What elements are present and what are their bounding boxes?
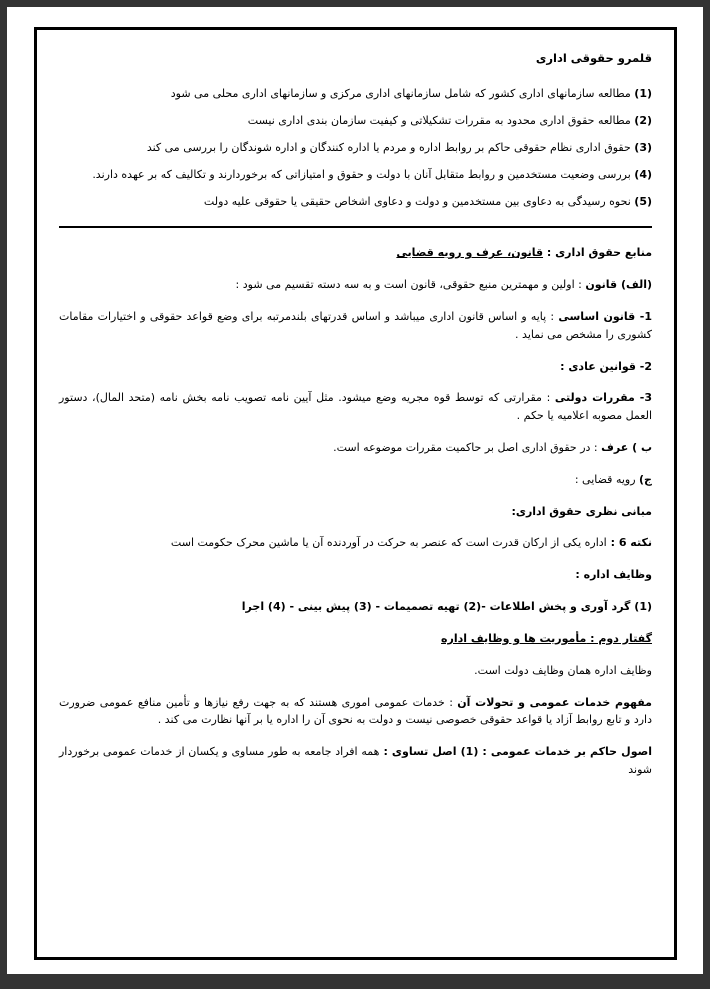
source-item-1-label: 1- قانون اساسی	[558, 309, 653, 323]
document-frame	[34, 27, 677, 960]
public-services-principles-text: همه افراد جامعه به طور مساوی و یکسان از خدمات عمومی برخوردار شوند	[59, 745, 652, 776]
source-item-2-label: 2- قوانین عادی :	[560, 359, 652, 373]
source-item-3-sep: :	[541, 391, 555, 405]
public-services-concept-sep: :	[444, 695, 458, 709]
list-item-text: حقوق اداری نظام حقوقی حاکم بر روابط اداره و مردم یا اداره کنندگان و اداره شوندگان را بررسی می کند	[146, 140, 631, 154]
page-title: قلمرو حقوقی اداری	[535, 51, 652, 65]
public-services-concept-label: مفهوم خدمات عمومی و تحولات آن	[457, 695, 652, 709]
source-item-3	[59, 389, 652, 425]
source-item-3-text: مقرارتی که توسط قوه مجریه وضع میشود. مثل آیین نامه تصویب نامه بخش نامه (متحد المال)، دستور العمل مصوبه اعلامیه یا حکم .	[59, 391, 652, 423]
list-item	[59, 112, 652, 130]
list-item	[59, 193, 652, 211]
list-item	[59, 166, 652, 184]
source-alef-text: اولین و مهمترین منبع حقوقی، قانون است و به سه دسته تقسیم می شود :	[235, 278, 575, 292]
paper-page	[7, 7, 703, 974]
list-item	[59, 139, 652, 157]
theory-heading: مبانی نظری حقوق اداری:	[511, 504, 652, 518]
public-services-principles-first: (1) اصل تساوی :	[379, 745, 479, 759]
source-be-label: ب ) عرف	[601, 441, 652, 454]
source-jim	[59, 471, 652, 489]
list-item-text: نحوه رسیدگی به دعاوی بین مستخدمین و دولت و دعاوی اشخاص حقیقی یا حقوقی علیه دولت	[203, 194, 631, 208]
theory-note-label: نکته 6 :	[606, 536, 652, 550]
source-jim-text: رویه قضایی :	[574, 472, 640, 486]
list-item-number: (3)	[634, 140, 652, 154]
sources-heading	[59, 244, 652, 262]
duties-items-line: (1) گرد آوری و پخش اطلاعات -(2) تهیه تصمیمات - (3) پیش بینی - (4) اجرا	[241, 600, 652, 614]
section-divider	[59, 226, 652, 228]
list-item-text: مطالعه سازمانهای اداری کشور که شامل سازمانهای اداری مرکزی و سازمانهای اداری محلی می شود	[170, 87, 631, 101]
source-item-3-label: 3- مقررات دولتی	[554, 391, 653, 405]
source-item-1-sep: :	[546, 309, 559, 323]
section-two-heading	[59, 630, 652, 648]
source-alef	[59, 276, 652, 294]
list-item-number: (4)	[634, 167, 652, 181]
list-item-number: (2)	[634, 114, 652, 128]
source-alef-sep: :	[574, 278, 586, 292]
public-services-concept-text: خدمات عمومی اموری هستند که به جهت رفع نیازها و تأمین منافع عمومی ضرورت دارد و تابع روابط آزاد یا قواعد حقوقی خصوصی نیست و دولت به نحوی آن را اداره یا بر آنها نظارت می کند .	[59, 695, 652, 727]
source-be-sep: :	[590, 441, 602, 454]
sources-heading-lead: منابع حقوق اداری :	[543, 246, 652, 260]
list-item-text: مطالعه حقوق اداری محدود به مقررات تشکیلاتی و کیفیت سازمان بندی اداری نیست	[247, 114, 631, 128]
public-services-principles	[59, 743, 652, 779]
section-two-lead: گفتار دوم :	[586, 631, 652, 645]
section-two-body: وظایف اداره همان وظایف دولت است.	[474, 663, 652, 677]
source-item-2	[59, 358, 652, 376]
list-item-number: (5)	[634, 194, 652, 208]
source-alef-label: (الف) قانون	[585, 278, 652, 292]
source-item-1-text: پایه و اساس قانون اداری میباشد و اساس قدرتهای بلندمرتبه برای وضع قواعد حقوقی و اختیارات مقامات کشوری را مشخص می نماید .	[59, 309, 652, 341]
public-services-concept	[59, 694, 652, 730]
theory-note	[59, 534, 652, 552]
source-be	[59, 439, 652, 457]
list-item-text: بررسی وضعیت مستخدمین و روابط متقابل آنان با دولت و حقوق و امتیازاتی که برخوردارند و تکالیف که بر عهده دارند.	[92, 167, 631, 181]
document-content	[37, 30, 674, 803]
list-item-number: (1)	[634, 87, 652, 101]
source-jim-label: ج)	[639, 472, 652, 486]
duties-heading: وظایف اداره :	[575, 568, 652, 582]
section-two-rest: مأموریت ها و وظایف اداره	[441, 631, 587, 645]
source-item-1	[59, 308, 652, 344]
theory-note-text: اداره یکی از ارکان قدرت است که عنصر به حرکت در آوردنده آن یا ماشین محرک حکومت است	[170, 536, 607, 550]
sources-heading-underlined: قانون، عرف و رویه قضایی	[396, 246, 544, 260]
source-be-text: در حقوق اداری اصل بر حاکمیت مقررات موضوعه است.	[333, 441, 591, 454]
list-item	[59, 85, 652, 103]
public-services-principles-label: اصول حاکم بر خدمات عمومی :	[478, 745, 652, 759]
